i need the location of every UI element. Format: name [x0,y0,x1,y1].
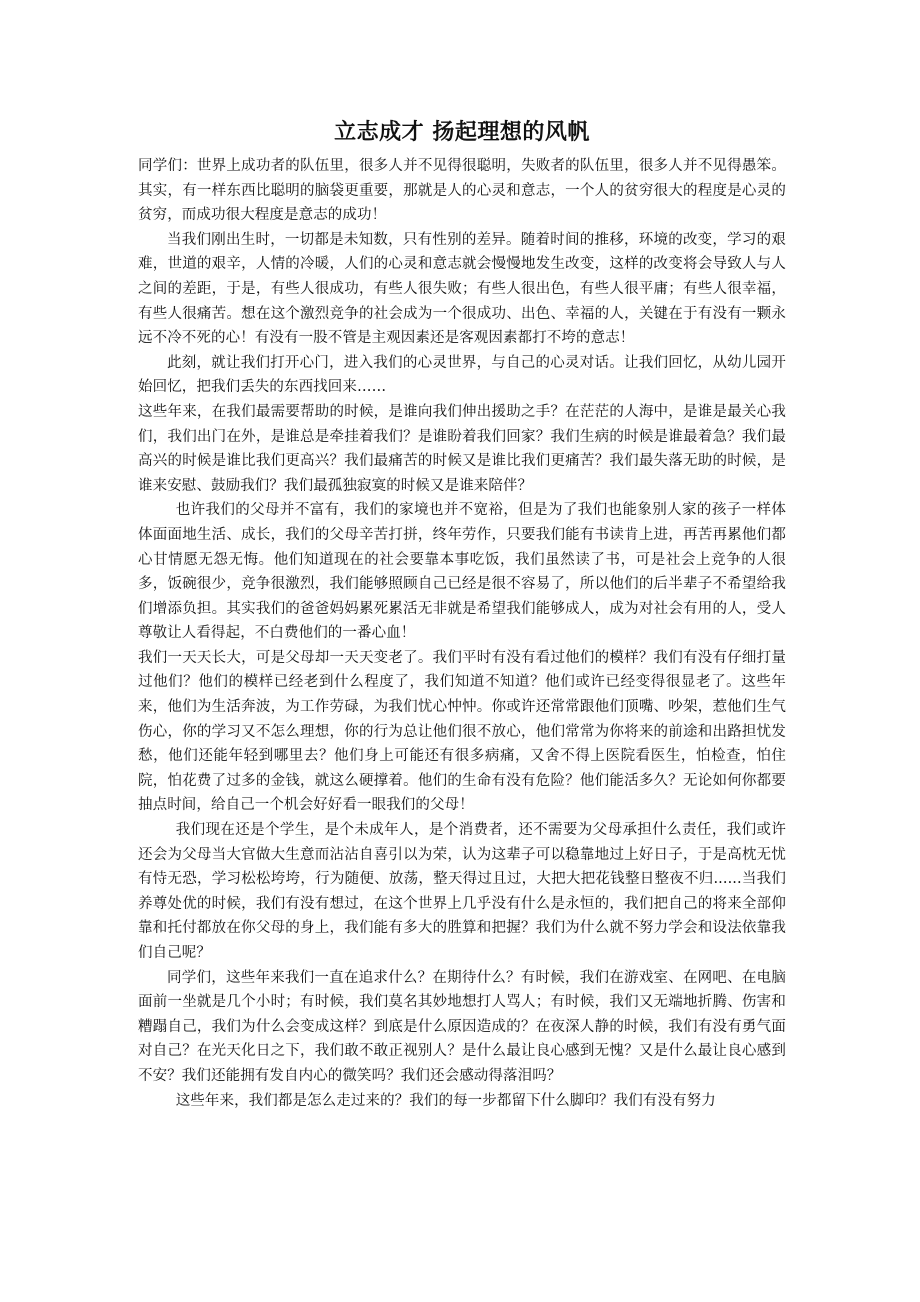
document-page [138,118,786,1113]
paragraph: 同学们，这些年来我们一直在追求什么？在期待什么？有时候，我们在游戏室、在网吧、在电脑面前一坐就是几个小时；有时候，我们莫名其妙地想打人骂人；有时候，我们又无端地折腾、伤害和糟蹋自己，我们为什么会变成这样？到底是什么原因造成的？在夜深人静的时候，我们有没有勇气面对自己？在光天化日之下，我们敢不敢正视别人？是什么最让良心感到无愧？又是什么最让良心感到不安？我们还能拥有发自内心的微笑吗？我们还会感动得落泪吗？ [138,969,786,1084]
document-title: 立志成才 扬起理想的风帆 [334,120,590,145]
paragraph: 当我们刚出生时，一切都是未知数，只有性别的差异。随着时间的推移，环境的改变，学习的艰难，世道的艰辛，人情的冷暖，人们的心灵和意志就会慢慢地发生改变，这样的改变将会导致人与人之间的差距，于是，有些人很成功，有些人很失败；有些人很出色，有些人很平庸；有些人很幸福，有些人很痛苦。想在这个激烈竞争的社会成为一个很成功、出色、幸福的人，关键在于有没有一颗永远不冷不死的心！有没有一股不管是主观因素还是客观因素都打不垮的意志！ [138,231,786,347]
paragraph: 我们一天天长大，可是父母却一天天变老了。我们平时有没有看过他们的模样？我们有没有仔细打量过他们？他们的模样已经老到什么程度了，我们知道不知道？他们或许已经变得很显老了。这些年来，他们为生活奔波，为工作劳碌，为我们忧心忡忡。你或许还常常跟他们顶嘴、吵架，惹他们生气伤心，你的学习又不怎么理想，你的行为总让他们很不放心，他们常常为你将来的前途和出路担忧发愁，他们还能年轻到哪里去？他们身上可能还有很多病痛，又舍不得上医院看医生，怕检查，怕住院，怕花费了过多的金钱，就这么硬撑着。他们的生命有没有危险？他们能活多久？无论如何你都要抽点时间，给自己一个机会好好看一眼我们的父母！ [138,649,786,814]
paragraph: 此刻，就让我们打开心门，进入我们的心灵世界，与自己的心灵对话。让我们回忆，从幼儿园开始回忆，把我们丢失的东西找回来…… [138,354,786,396]
paragraph: 我们现在还是个学生，是个未成年人，是个消费者，还不需要为父母承担什么责任，我们或许还会为父母当大官做大生意而沾沾自喜引以为荣，认为这辈子可以稳靠地过上好日子，于是高枕无忧有恃无恐，学习松松垮垮，行为随便、放荡，整天得过且过，大把大把花钱整日整夜不归......当我们养尊处优的时候，我们有没有想过，在这个世界上几乎没有什么是永恒的，我们把自己的将来全部仰靠和托付都放在你父母的身上，我们能有多大的胜算和把握？我们为什么就不努力学会和设法依靠我们自己呢？ [138,822,786,961]
paragraph: 也许我们的父母并不富有，我们的家境也并不宽裕，但是为了我们也能象别人家的孩子一样体体面面地生活、成长，我们的父母辛苦打拼，终年劳作，只要我们能有书读肯上进，再苦再累他们都心甘情愿无怨无悔。他们知道现在的社会要靠本事吃饭，我们虽然读了书，可是社会上竞争的人很多，饭碗很少，竞争很激烈，我们能够照顾自己已经是很不容易了，所以他们的后半辈子不希望给我们增添负担。其实我们的爸爸妈妈累死累活无非就是希望我们能够成人，成为对社会有用的人，受人尊敬让人看得起，不白费他们的一番心血！ [138,502,786,642]
document-body [138,154,786,1113]
paragraph: 这些年来，在我们最需要帮助的时候，是谁向我们伸出援助之手？在茫茫的人海中，是谁是最关心我们，我们出门在外，是谁总是牵挂着我们？是谁盼着我们回家？我们生病的时候是谁最着急？我们最高兴的时候是谁比我们更高兴？我们最痛苦的时候又是谁比我们更痛苦？我们最失落无助的时候，是谁来安慰、鼓励我们？我们最孤独寂寞的时候又是谁来陪伴？ [138,403,786,494]
paragraph: 同学们：世界上成功者的队伍里，很多人并不见得很聪明，失败者的队伍里，很多人并不见得愚笨。其实，有一样东西比聪明的脑袋更重要，那就是人的心灵和意志，一个人的贫穷很大的程度是心灵的贫穷，而成功很大程度是意志的成功！ [138,158,786,224]
paragraph: 这些年来，我们都是怎么走过来的？我们的每一步都留下什么脚印？我们有没有努力 [175,1092,716,1109]
